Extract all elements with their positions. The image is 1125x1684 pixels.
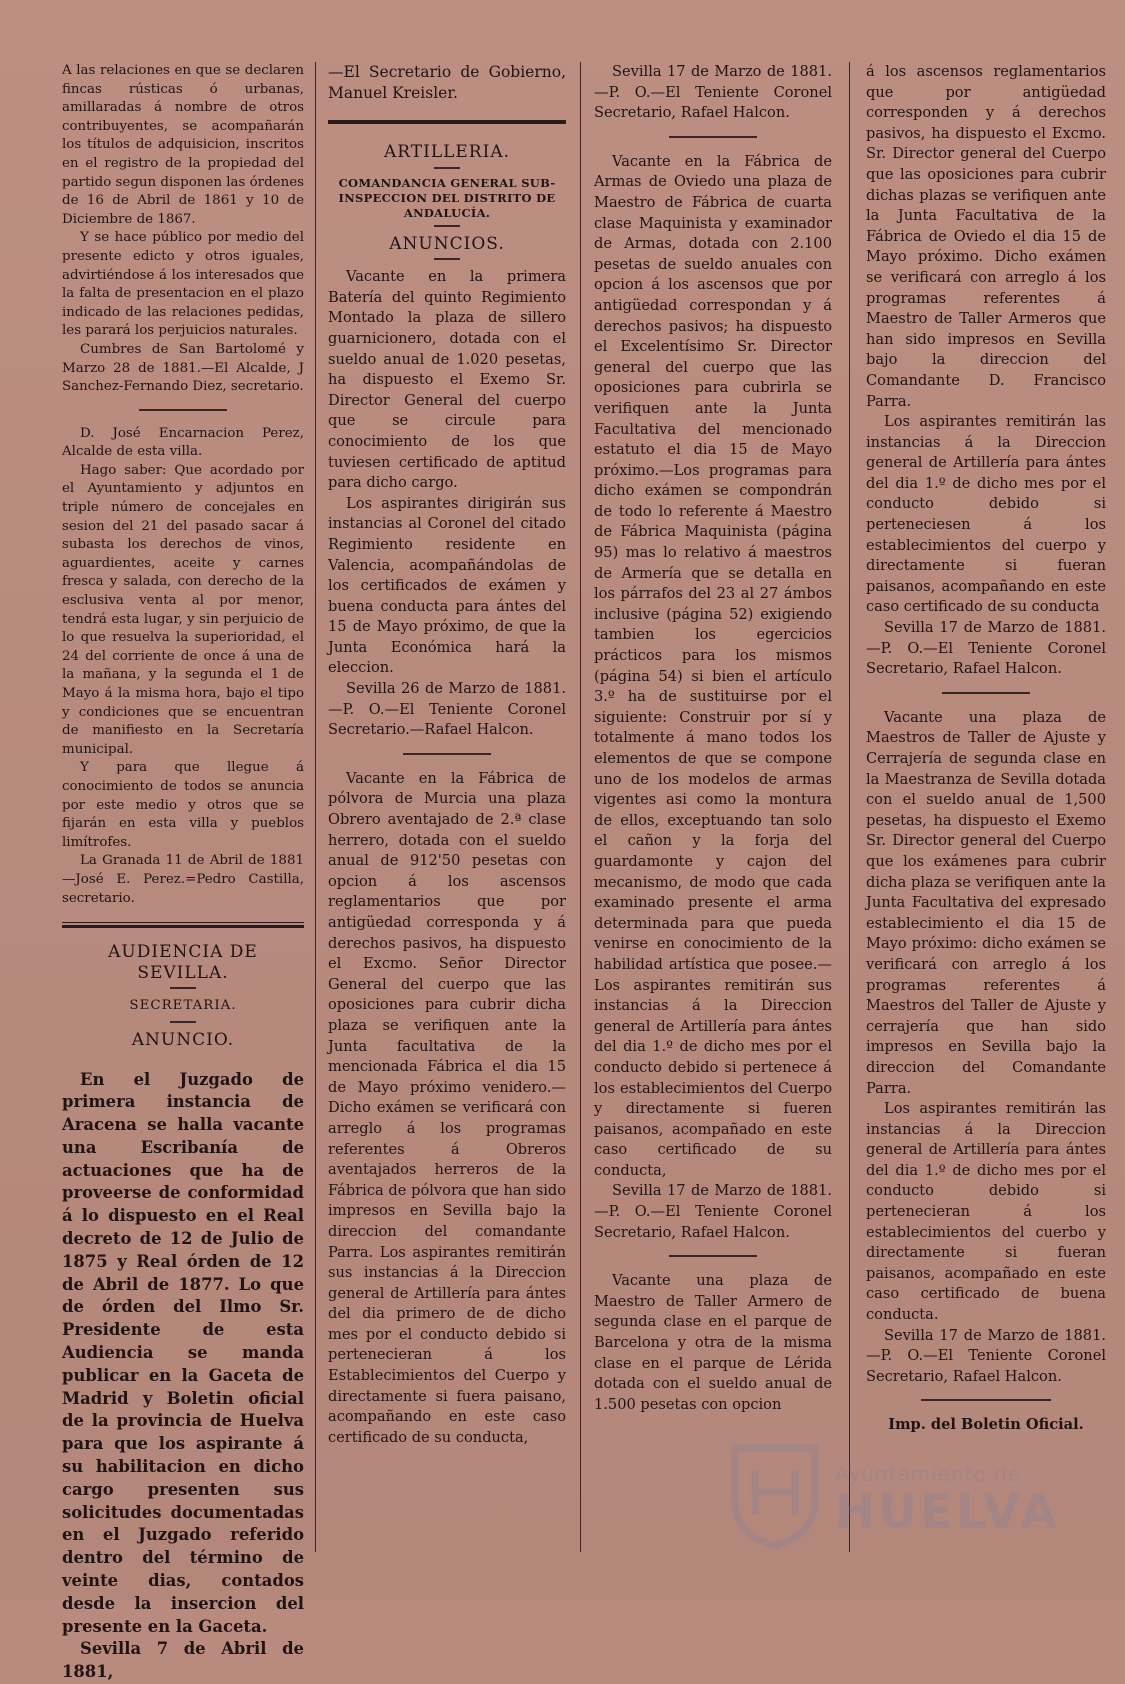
paragraph: Y se hace público por medio del presente edicto y otros iguales, advirtiéndose á los interesados que la falta de presentacion en el plazo indicado de las relaciones pedidas, les parará los perjuicios naturales. (62, 230, 304, 339)
paragraph: Vacante en la Fábrica de pólvora de Murcia una plaza Obrero aventajado de 2.ª clase herrero, dotada con el sueldo anual de 912'50 pesetas con opcion á los ascensos reglamentarios que por antigüedad corresponda y á derechos pasivos, ha dispuesto el Excmo. Señor Director General del cuerpo que las oposiciones para cubrir dicha plaza se verifiquen ante la Junta facultativa de la mencionada Fábrica el dia 15 de Mayo próximo venidero.—Dicho exámen se verificará con arreglo á los programas referentes á Obreros aventajados herreros de la Fábrica de pólvora que han sido impresos en Sevilla bajo la direccion del comandante Parra. Los aspirantes remitirán sus instancias á la Direccion general de Artillería para ántes del dia primero de de dicho mes por el conducto debido si pertenecieran á los Establecimientos del Cuerpo y directamente si fuera paisano, acompañando en este caso certificado de su conducta, (328, 769, 566, 1446)
paragraph: Vacante en la Fábrica de Armas de Oviedo una plaza de Maestro de Fábrica de cuarta clase Maquinista y examinador de Armas, dotada con 2.100 pesetas de sueldo anuales con opcion á los ascensos que por antigüedad correspondan y á derechos pasivos; ha dispuesto el Excelentísimo Sr. Director general del cuerpo que las oposiciones para cubrirla se verifiquen ante la Junta Facultativa del mencionado estatuto el dia 15 de Mayo próximo.—Los programas para dicho exámen se compondrán de todo lo referente á Maestro de Fábrica Maquinista (página 95) mas lo relativo á maestros de Armería que se detalla en los párrafos del 23 al 27 ámbos inclusive (página 52) exigiendo tambien los egercicios prácticos para los mismos (página 54) si bien el artículo 3.º ha de sustituirse por el siguiente: Construir por sí y totalmente á mano todos los elementos de que se compone uno de los modelos de armas vigentes asi como la montura de ellos, exceptuando tan solo el cañon y la forja del guardamonte y cajon del mecanismo, de modo que cada examinado presente el arma determinada para que pueda venirse en conocimiento de la habilidad artística que posee.—Los aspirantes remitirán sus instancias á la Direccion general de Artillería para ántes del dia 1.º de dicho mes por el conducto debido si pertenece á los establecimientos del Cuerpo y directamente si fueren paisanos, acompañado en este caso certificado de su conducta, (594, 152, 832, 1179)
imprint: Imp. del Boletin Oficial. (888, 1416, 1084, 1434)
paragraph: Sevilla 17 de Marzo de 1881.—P. O.—El Teniente Coronel Secretario, Rafael Halcon. (594, 63, 832, 122)
dash (170, 987, 196, 989)
notice-heading: ANUNCIO. (131, 1029, 235, 1050)
paragraph: Vacante una plaza de Maestros de Taller de Ajuste y Cerrajería de segunda clase en la Maestranza de Sevilla dotada con el sueldo anual de 1,500 pesetas, ha dispuesto el Exemo Sr. Director general del Cuerpo que los exámenes para cubrir dicha plaza se verifiquen ante la Junta Facultativa del expresado establecimiento el dia 15 de Mayo próximo: dicho exámen se verificará con arreglo á los programas referentes á Maestros del Taller de Ajuste y cerrajería que han sido impresos en Sevilla bajo la direccion del Comandante Parra. (866, 708, 1106, 1097)
separator (403, 753, 491, 755)
separator (669, 1255, 757, 1257)
paragraph: Hago saber: Que acordado por el Ayuntamiento y adjuntos en triple número de concejales en sesion del 21 del pasado sacar á subasta los derechos de vinos, aguardientes, aceite y carnes fresca y salada, con derecho de la esclusiva venta al por menor, tendrá esta lugar, y sin perjuicio de lo que resuelva la superioridad, el 24 del corriente de once á una de la mañana, y la segunda el 1 de Mayo á la misma hora, bajo el tipo y condiciones que se encuentran de manifiesto en la Secretaría municipal. (62, 462, 304, 757)
watermark-main: HUELVA (835, 1484, 1060, 1540)
paragraph: Sevilla 26 de Marzo de 1881.—P. O.—El Teniente Coronel Secretario.—Rafael Halcon. (328, 680, 566, 739)
paragraph: D. José Encarnacion Perez, Alcalde de esta villa. (62, 425, 304, 460)
paragraph: La Granada 11 de Abril de 1881 —José E. Perez.=Pedro Castilla, secretario. (62, 853, 304, 906)
section-rule (62, 922, 304, 928)
separator (669, 136, 757, 138)
paragraph: —El Secretario de Gobierno, Manuel Kreisler. (328, 63, 566, 102)
paragraph: Sevilla 17 de Marzo de 1881.—P. O.—El Teniente Coronel Secretario, Rafael Halcon. (866, 619, 1106, 678)
dash (434, 258, 460, 260)
paragraph: Cumbres de San Bartolomé y Marzo 28 de 1881.—El Alcalde, J Sanchez-Fernando Diez, secretario. (62, 341, 304, 395)
subheading: COMANDANCIA GENERAL SUB-INSPECCION DEL DISTRITO DE ANDALUCÍA. (338, 175, 556, 220)
paragraph: Vacante una plaza de Maestro de Taller Armero de segunda clase en el parque de Barcelona y otra de la misma clase en el parque de Lérida dotada con el sueldo anual de 1.500 pesetas con opcion (594, 1272, 832, 1413)
section-heading: AUDIENCIA DE SEVILLA. (108, 942, 258, 983)
watermark (725, 1440, 1060, 1560)
separator (921, 1399, 1051, 1401)
separator (139, 409, 227, 411)
column-2 (328, 62, 566, 1562)
paragraph: A las relaciones en que se declaren fincas rústicas ó urbanas, amillaradas á nombre de otros contribuyentes, se acompañarán los títulos de adquisicion, inscritos en el registro de la propiedad del partido segun disponen las órdenes de 16 de Abril de 1861 y 10 de Diciembre de 1867. (62, 63, 304, 227)
watermark-top: Ayuntamiento de (835, 1462, 1022, 1486)
paragraph: En el Juzgado de primera instancia de Aracena se halla vacante una Escribanía de actuaciones que ha de proveerse de conformidad á lo dispuesto en el Real decreto de 12 de Julio de 1875 y Real órden de 12 de Abril de 1877. Lo que de órden del Ilmo Sr. Presidente de esta Audiencia se manda publicar en la Gaceta de Madrid y Boletin oficial de la provincia de Huelva para que los aspirante á su habilitacion en dicho cargo presenten sus solicitudes documentadas en el Juzgado referido dentro del término de veinte dias, contados desde la insercion del presente en la Gaceta. (62, 1069, 304, 1636)
column-4 (866, 62, 1106, 1562)
dash (434, 167, 460, 169)
column-3 (594, 62, 832, 1562)
column-1 (62, 62, 304, 1682)
paragraph: Sevilla 17 de Marzo de 1881.—P. O.—El Teniente Coronel Secretario, Rafael Halcon. (594, 1182, 832, 1241)
paragraph: Los aspirantes remitirán las instancias á la Direccion general de Artillería para ántes del dia 1.º de dicho mes por el conducto debido si pertenecieran á los establecimientos del cuerbo y directamente si fueran paisanos, acompañado en este caso certificado de buena conducta. (866, 1100, 1106, 1324)
paragraph: Los aspirantes remitirán las instancias á la Direccion general de Artillería para ántes del dia 1.º de dicho mes por el conducto debido si perteneciesen á los establecimientos del cuerpo y directamente si fueran paisanos, acompañando en este caso certificado de su conducta (866, 413, 1106, 616)
paragraph: Sevilla 7 de Abril de 1881, (62, 1639, 304, 1682)
column-rule (849, 62, 850, 1552)
section-heading: ARTILLERIA. (383, 142, 510, 162)
paragraph: á los ascensos reglamentarios que por antigüedad corresponden y á derechos pasivos, ha dispuesto el Excmo. Sr. Director general del Cuerpo que las oposiciones para cubrir dichas plazas se verifiquen ante la Junta Facultativa de la Fábrica de Oviedo el dia 15 de Mayo próximo. Dicho exámen se verificará con arreglo á los programas referentes á Maestro de Taller Armeros que han sido impresos en Sevilla bajo la direccion del Comandante D. Francisco Parra. (866, 63, 1106, 410)
paragraph: Sevilla 17 de Marzo de 1881.—P. O.—El Teniente Coronel Secretario, Rafael Halcon. (866, 1326, 1106, 1385)
section-rule (328, 120, 566, 124)
subheading: SECRETARIA. (129, 998, 237, 1014)
separator (942, 692, 1030, 694)
notice-heading: ANUNCIOS. (389, 233, 505, 254)
dash (434, 225, 460, 227)
dash (170, 1021, 196, 1023)
paragraph: Vacante en la primera Batería del quinto Regimiento Montado la plaza de sillero guarnicionero, dotada con el sueldo anual de 1.020 pesetas, ha dispuesto el Exemo Sr. Director General del cuerpo que se circule para conocimiento de los que tuviesen certificado de aptitud para dicho cargo. (328, 268, 566, 492)
column-rule (580, 62, 581, 1552)
column-rule (315, 62, 316, 1552)
paragraph: Y para que llegue á conocimiento de todos se anuncia por este medio y otros que se fijarán en esta villa y pueblos limítrofes. (62, 760, 304, 850)
shield-icon (725, 1440, 825, 1550)
paragraph: Los aspirantes dirigirán sus instancias al Coronel del citado Regimiento residente en Valencia, acompañándolas de los certificados de exámen y buena conducta para ántes del 15 de Mayo próximo, de que la Junta Económica hará la eleccion. (328, 494, 566, 677)
